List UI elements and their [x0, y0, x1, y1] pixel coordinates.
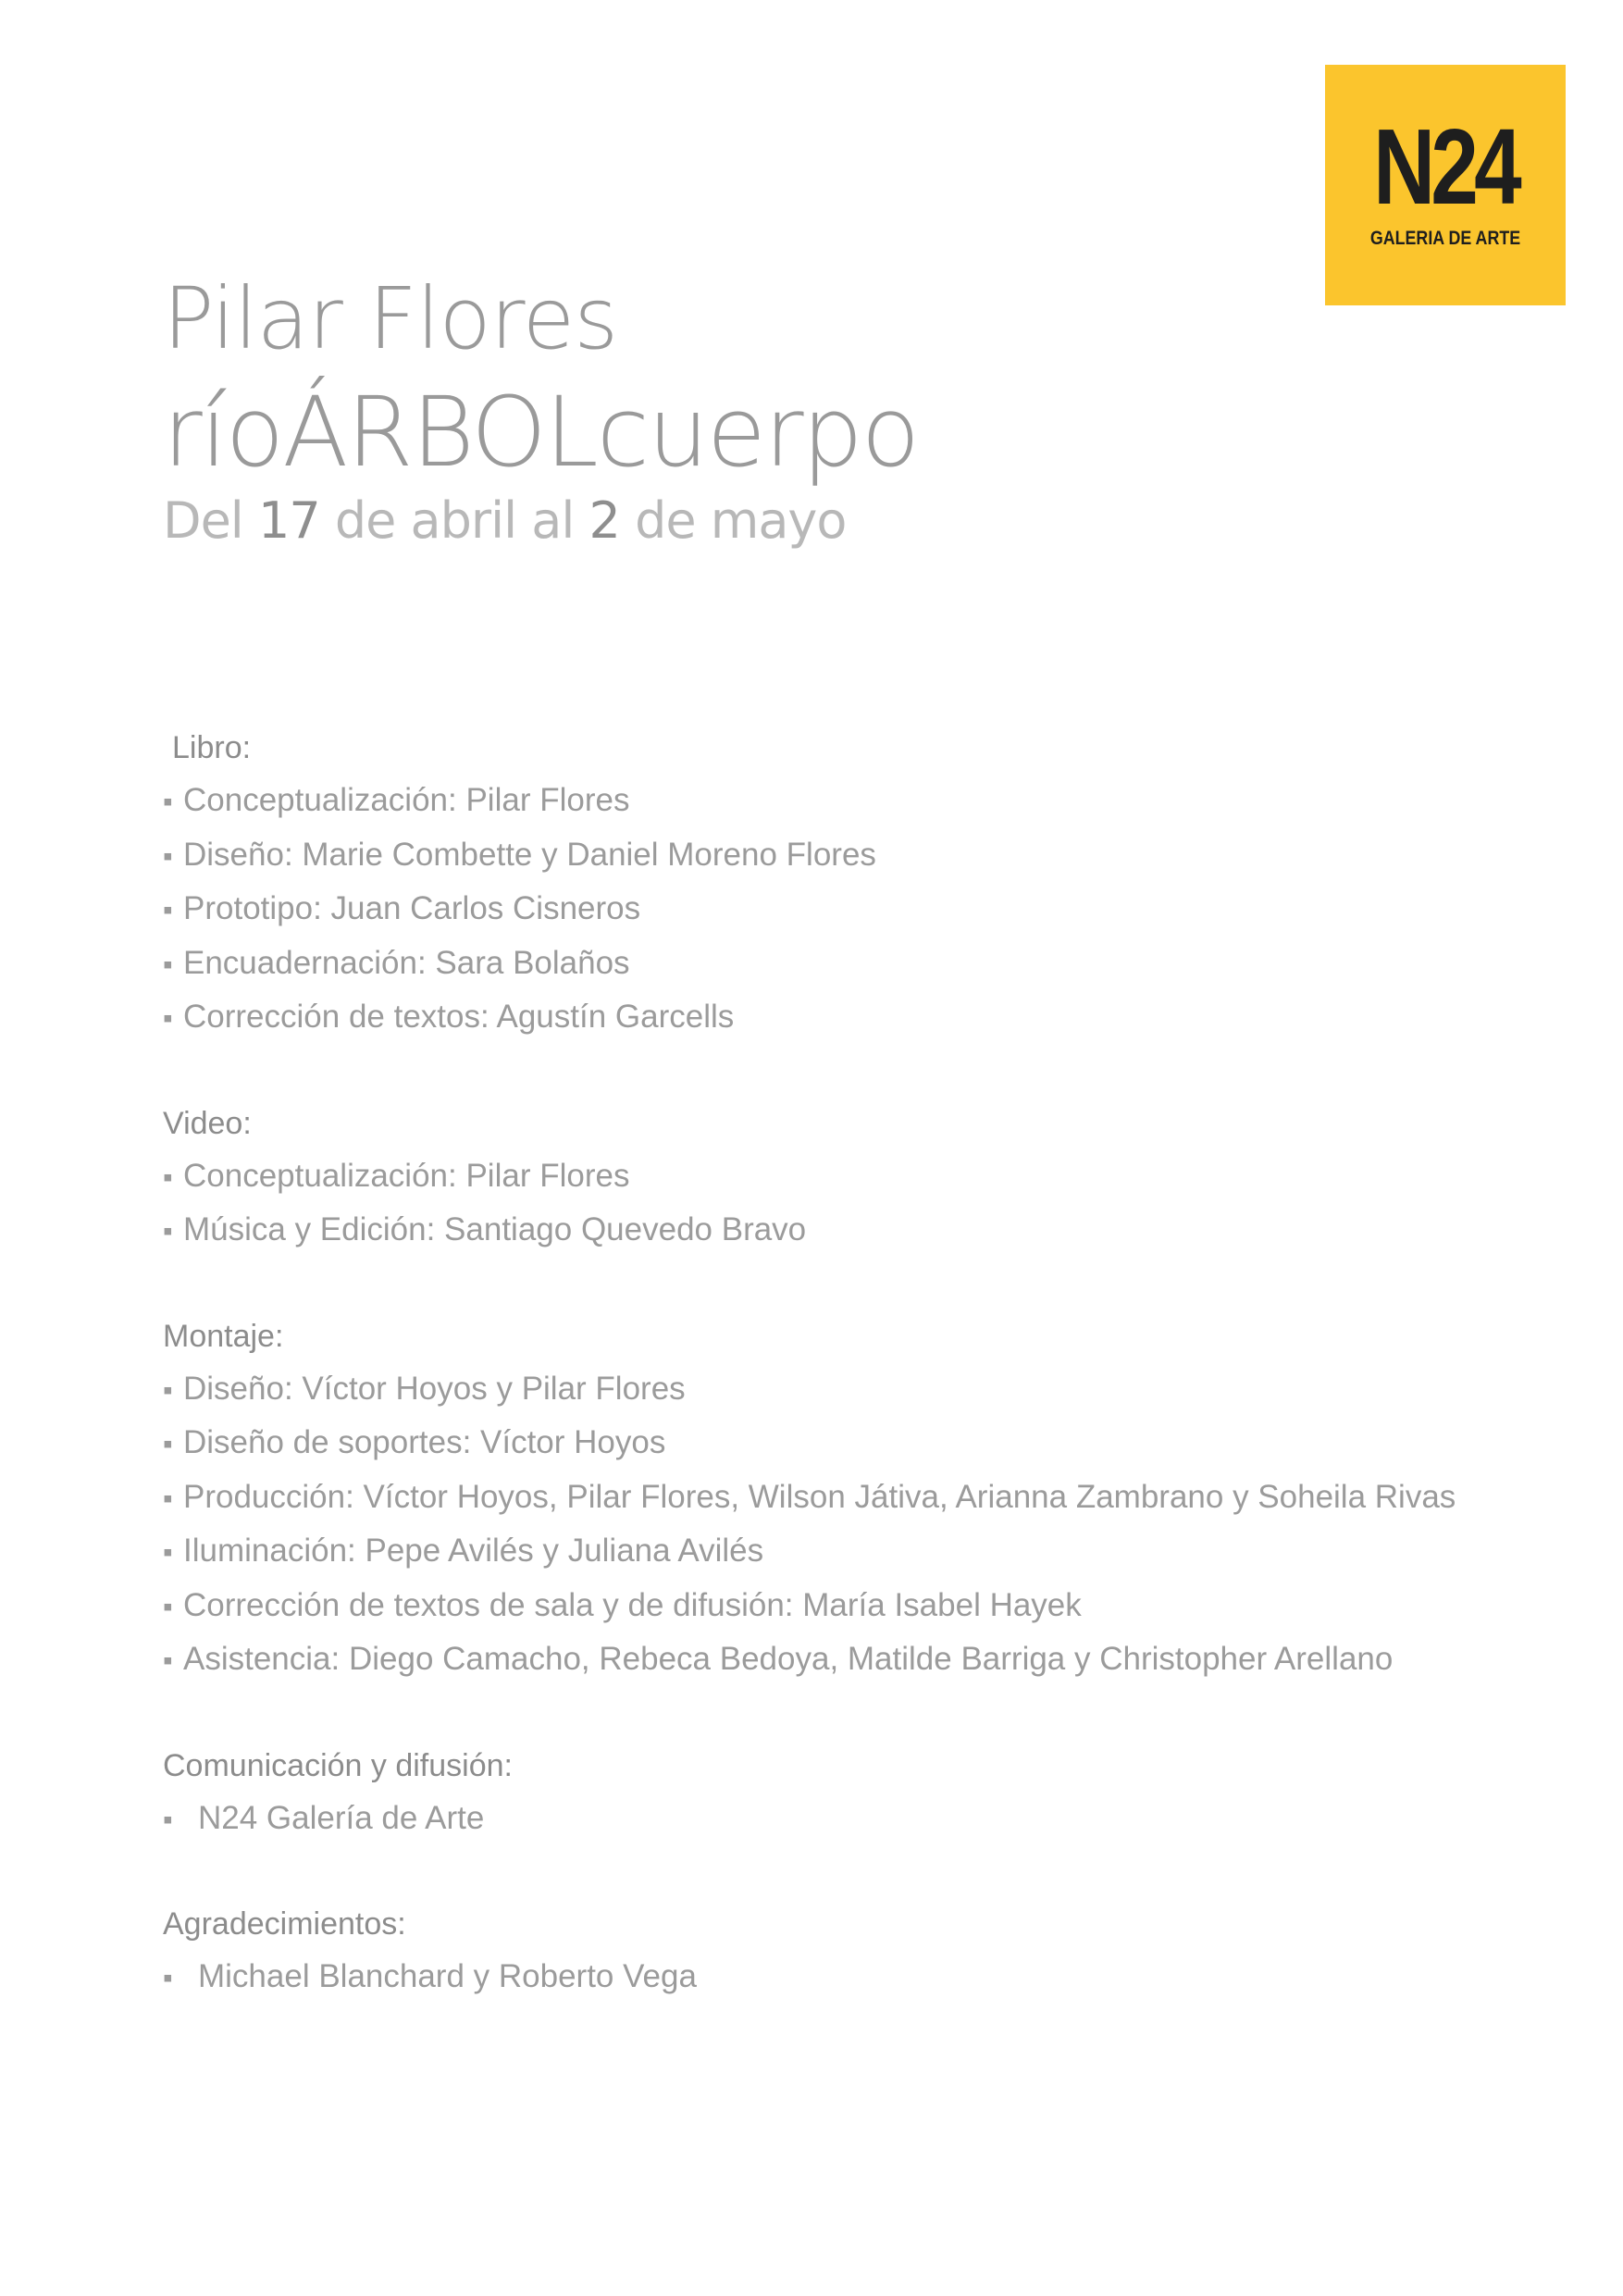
logo-mark: N24	[1373, 106, 1518, 227]
list-item	[163, 1150, 1551, 1205]
bullet: ▪	[163, 1216, 173, 1247]
list-item	[163, 991, 1551, 1046]
section-video	[163, 1098, 1551, 1259]
list-item	[163, 1633, 1551, 1688]
list-item	[163, 937, 1551, 992]
dates-middle: de abril al	[319, 491, 589, 550]
gallery-logo	[1325, 65, 1566, 305]
bullet: ▪	[163, 1645, 173, 1676]
list-item	[163, 1580, 1551, 1634]
item-text: Conceptualización: Pilar Flores	[183, 782, 630, 818]
title-part-cuerpo: cuerpo	[596, 376, 919, 489]
list-item	[163, 1204, 1551, 1259]
item-text: Corrección de textos: Agustín Garcells	[183, 999, 735, 1035]
item-text: Diseño de soportes: Víctor Hoyos	[183, 1424, 666, 1460]
bullet: ▪	[163, 1429, 173, 1459]
list-item	[163, 1951, 1551, 2005]
bullet: ▪	[163, 895, 173, 925]
bullet: ▪	[163, 787, 173, 817]
exhibition-header	[163, 268, 918, 553]
start-day: 17	[257, 491, 320, 550]
list-item	[163, 1471, 1551, 1526]
bullet: ▪	[163, 1374, 173, 1406]
item-text: N24 Galería de Arte	[198, 1799, 485, 1836]
item-text: Asistencia: Diego Camacho, Rebeca Bedoya, Matilde Barriga y Christopher Arellano	[183, 1641, 1394, 1677]
bullet: ▪	[163, 1963, 173, 1993]
item-text: Diseño: Víctor Hoyos y Pilar Flores	[183, 1370, 686, 1407]
list-item	[163, 1363, 1551, 1418]
list-item	[163, 1417, 1551, 1471]
section-heading: Video:	[163, 1105, 252, 1141]
section-libro	[163, 722, 1551, 1046]
item-text: Corrección de textos de sala y de difusión: María Isabel Hayek	[183, 1586, 1082, 1623]
section-heading: Montaje:	[163, 1318, 284, 1354]
item-text: Conceptualización: Pilar Flores	[183, 1157, 630, 1194]
bullet: ▪	[163, 1591, 173, 1622]
section-heading: Comunicación y difusión:	[163, 1747, 513, 1783]
section-montaje	[163, 1310, 1551, 1688]
bullet: ▪	[163, 1483, 173, 1514]
item-text: Música y Edición: Santiago Quevedo Bravo	[183, 1211, 807, 1247]
section-heading: Agradecimientos:	[163, 1906, 406, 1942]
list-item	[163, 829, 1551, 884]
bullet: ▪	[163, 1537, 173, 1568]
end-day: 2	[588, 491, 620, 550]
credits	[163, 722, 1551, 2057]
item-text: Iluminación: Pepe Avilés y Juliana Avilés	[183, 1533, 764, 1569]
bullet: ▪	[163, 949, 173, 980]
bullet: ▪	[163, 1804, 173, 1835]
item-text: Producción: Víctor Hoyos, Pilar Flores, Wilson Játiva, Arianna Zambrano y Soheila Rivas	[183, 1478, 1456, 1515]
exhibition-dates	[163, 489, 918, 553]
section-comunicacion	[163, 1740, 1551, 1847]
dates-prefix: Del	[163, 491, 258, 550]
dates-suffix: de mayo	[619, 491, 847, 550]
section-agradecimientos	[163, 1898, 1551, 2005]
artist-name: Pilar Flores	[163, 269, 618, 368]
section-heading: Libro:	[172, 730, 252, 765]
list-item	[163, 1525, 1551, 1580]
title-part-arbol: ÁRBOL	[282, 376, 597, 489]
bullet: ▪	[163, 1003, 173, 1034]
item-text: Michael Blanchard y Roberto Vega	[198, 1958, 697, 1994]
item-text: Diseño: Marie Combette y Daniel Moreno Flores	[183, 836, 876, 873]
list-item	[163, 775, 1551, 829]
item-text: Prototipo: Juan Carlos Cisneros	[183, 890, 641, 926]
title-part-rio: río	[163, 376, 283, 489]
item-text: Encuadernación: Sara Bolaños	[183, 944, 630, 981]
bullet: ▪	[163, 840, 173, 872]
logo-subtitle: GALERIA DE ARTE	[1369, 228, 1521, 249]
list-item	[163, 883, 1551, 937]
list-item	[163, 1793, 1551, 1847]
bullet: ▪	[163, 1161, 173, 1193]
exhibition-title	[163, 374, 918, 490]
